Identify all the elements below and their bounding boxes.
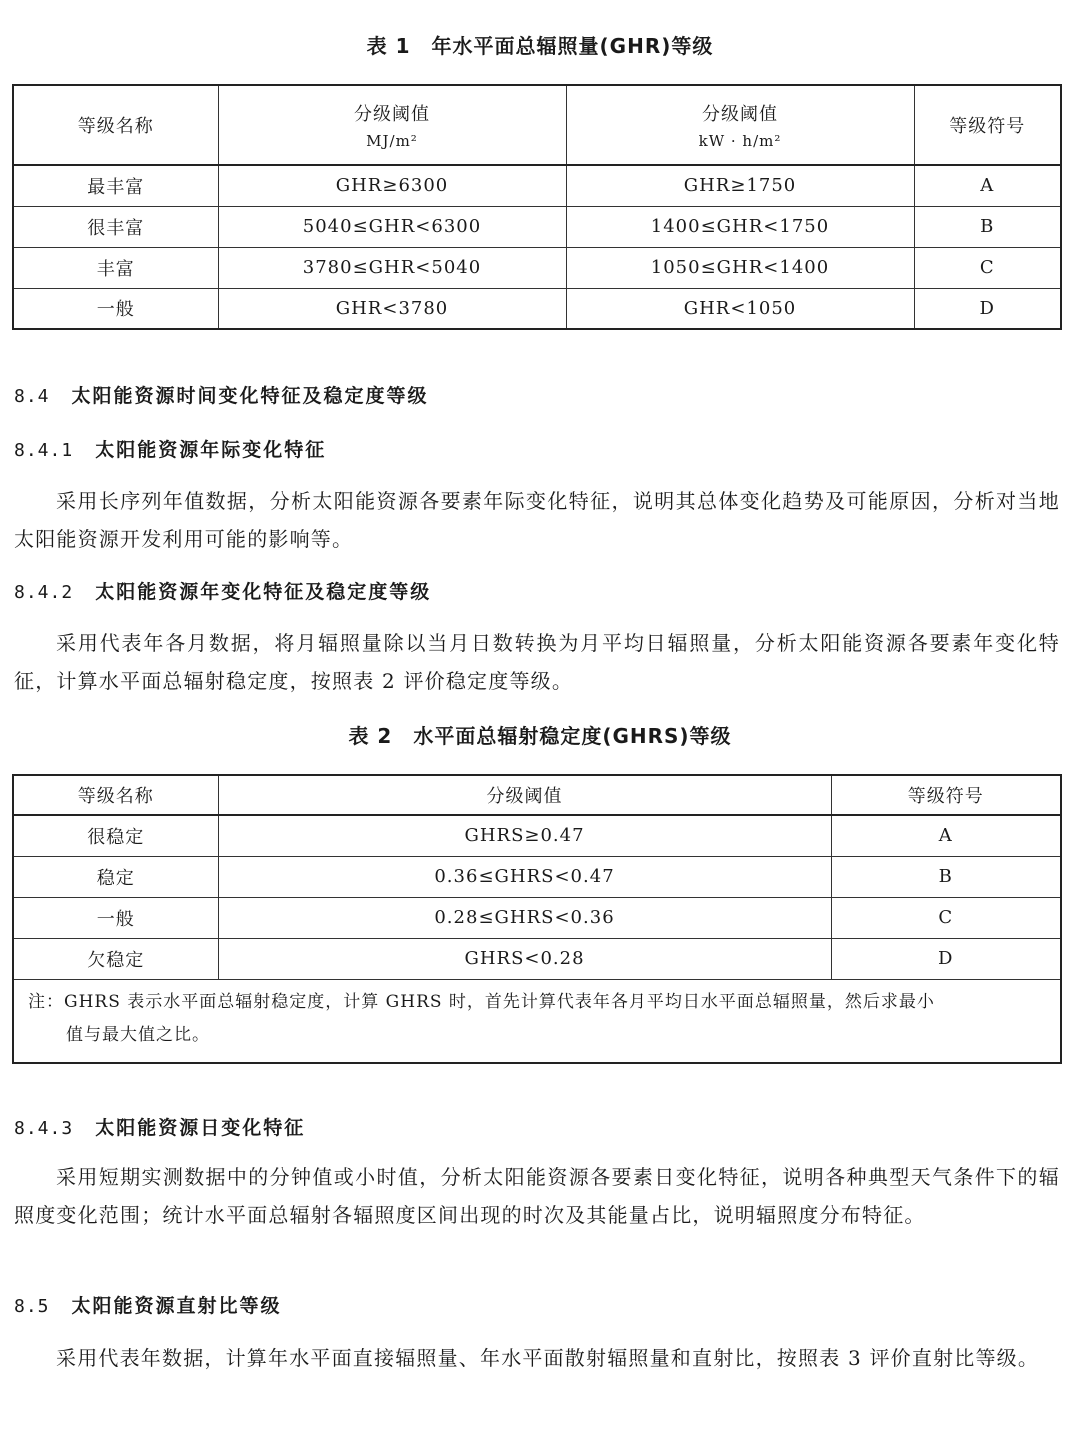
grade-symbol-cell: B [914, 206, 1061, 247]
ghr-grade-table [12, 84, 1062, 330]
table-row [13, 206, 1061, 247]
threshold-kwh-cell: GHR≥1750 [566, 165, 914, 206]
grade-name-cell: 丰富 [13, 247, 218, 288]
grade-name-cell: 欠稳定 [13, 938, 218, 979]
section-title: 太阳能资源年际变化特征 [95, 439, 327, 461]
table2-caption: 表 2 水平面总辐射稳定度(GHRS)等级 [348, 724, 732, 748]
table-note-row [13, 979, 1061, 1063]
section-number: 8.4.3 [14, 1118, 74, 1139]
grade-symbol-cell: A [914, 165, 1061, 206]
threshold-kwh-cell: 1050≤GHR<1400 [566, 247, 914, 288]
section-8-4-3-paragraph: 采用短期实测数据中的分钟值或小时值，分析太阳能资源各要素日变化特征，说明各种典型天气条件下的辐照度变化范围；统计水平面总辐射各辐照度区间出现的时次及其能量占比，说明辐照度分布特征。 [14, 1165, 1060, 1227]
grade-symbol-cell: B [831, 856, 1061, 897]
grade-symbol-cell: C [831, 897, 1061, 938]
grade-name-cell: 稳定 [13, 856, 218, 897]
section-title: 太阳能资源年变化特征及稳定度等级 [95, 581, 432, 603]
section-8-4-1-heading [14, 435, 326, 462]
section-number: 8.4 [14, 386, 50, 407]
note-line: 值与最大值之比。 [66, 1024, 210, 1045]
threshold-mj-cell: 5040≤GHR<6300 [218, 206, 566, 247]
table-row [13, 815, 1061, 856]
grade-name-cell: 很丰富 [13, 206, 218, 247]
header-grade-symbol: 等级符号 [914, 85, 1061, 165]
section-title: 太阳能资源日变化特征 [95, 1117, 306, 1139]
table-row [13, 856, 1061, 897]
threshold-kwh-cell: GHR<1050 [566, 288, 914, 329]
header-grade-name: 等级名称 [13, 775, 218, 815]
section-8-4-heading [14, 381, 429, 408]
table1-caption: 表 1 年水平面总辐照量(GHR)等级 [366, 34, 714, 58]
section-8-4-1-paragraph: 采用长序列年值数据，分析太阳能资源各要素年际变化特征，说明其总体变化趋势及可能原因，分析对当地太阳能资源开发利用可能的影响等。 [14, 489, 1060, 551]
table-row [13, 288, 1061, 329]
grade-name-cell: 一般 [13, 897, 218, 938]
section-number: 8.4.1 [14, 440, 74, 461]
header-unit-mj: MJ/m² [366, 132, 418, 150]
header-unit-kwh: kW · h/m² [698, 132, 782, 150]
header-grade-symbol: 等级符号 [831, 775, 1061, 815]
header-grade-name: 等级名称 [13, 85, 218, 165]
threshold-kwh-cell: 1400≤GHR<1750 [566, 206, 914, 247]
section-title: 太阳能资源直射比等级 [71, 1295, 282, 1317]
threshold-mj-cell: GHR<3780 [218, 288, 566, 329]
threshold-mj-cell: 3780≤GHR<5040 [218, 247, 566, 288]
threshold-cell: 0.36≤GHRS<0.47 [218, 856, 831, 897]
header-threshold-label: 分级阈值 [354, 104, 430, 125]
grade-symbol-cell: A [831, 815, 1061, 856]
section-8-4-3-heading [14, 1113, 305, 1140]
header-threshold-kwh [566, 85, 914, 165]
table-row [13, 165, 1061, 206]
section-number: 8.4.2 [14, 582, 74, 603]
table-row [13, 247, 1061, 288]
grade-symbol-cell: D [831, 938, 1061, 979]
section-title: 太阳能资源时间变化特征及稳定度等级 [71, 385, 429, 407]
header-threshold-label: 分级阈值 [702, 104, 778, 125]
threshold-mj-cell: GHR≥6300 [218, 165, 566, 206]
header-threshold: 分级阈值 [218, 775, 831, 815]
grade-name-cell: 一般 [13, 288, 218, 329]
table-row [13, 938, 1061, 979]
section-number: 8.5 [14, 1296, 50, 1317]
grade-name-cell: 最丰富 [13, 165, 218, 206]
threshold-cell: GHRS<0.28 [218, 938, 831, 979]
section-8-4-2-paragraph: 采用代表年各月数据，将月辐照量除以当月日数转换为月平均日辐照量，分析太阳能资源各要素年变化特征，计算水平面总辐射稳定度，按照表 2 评价稳定度等级。 [14, 631, 1060, 693]
ghrs-grade-table [12, 774, 1062, 1064]
header-threshold-mj [218, 85, 566, 165]
grade-symbol-cell: C [914, 247, 1061, 288]
threshold-cell: 0.28≤GHRS<0.36 [218, 897, 831, 938]
threshold-cell: GHRS≥0.47 [218, 815, 831, 856]
section-8-4-2-heading [14, 577, 431, 604]
note-line: 注：GHRS 表示水平面总辐射稳定度，计算 GHRS 时，首先计算代表年各月平均日水平面总辐照量，然后求最小 [28, 991, 935, 1012]
table-row [13, 897, 1061, 938]
section-8-5-paragraph: 采用代表年数据，计算年水平面直接辐照量、年水平面散射辐照量和直射比，按照表 3 评价直射比等级。 [56, 1346, 1040, 1370]
table-note [13, 979, 1061, 1063]
grade-name-cell: 很稳定 [13, 815, 218, 856]
grade-symbol-cell: D [914, 288, 1061, 329]
section-8-5-heading [14, 1291, 282, 1318]
